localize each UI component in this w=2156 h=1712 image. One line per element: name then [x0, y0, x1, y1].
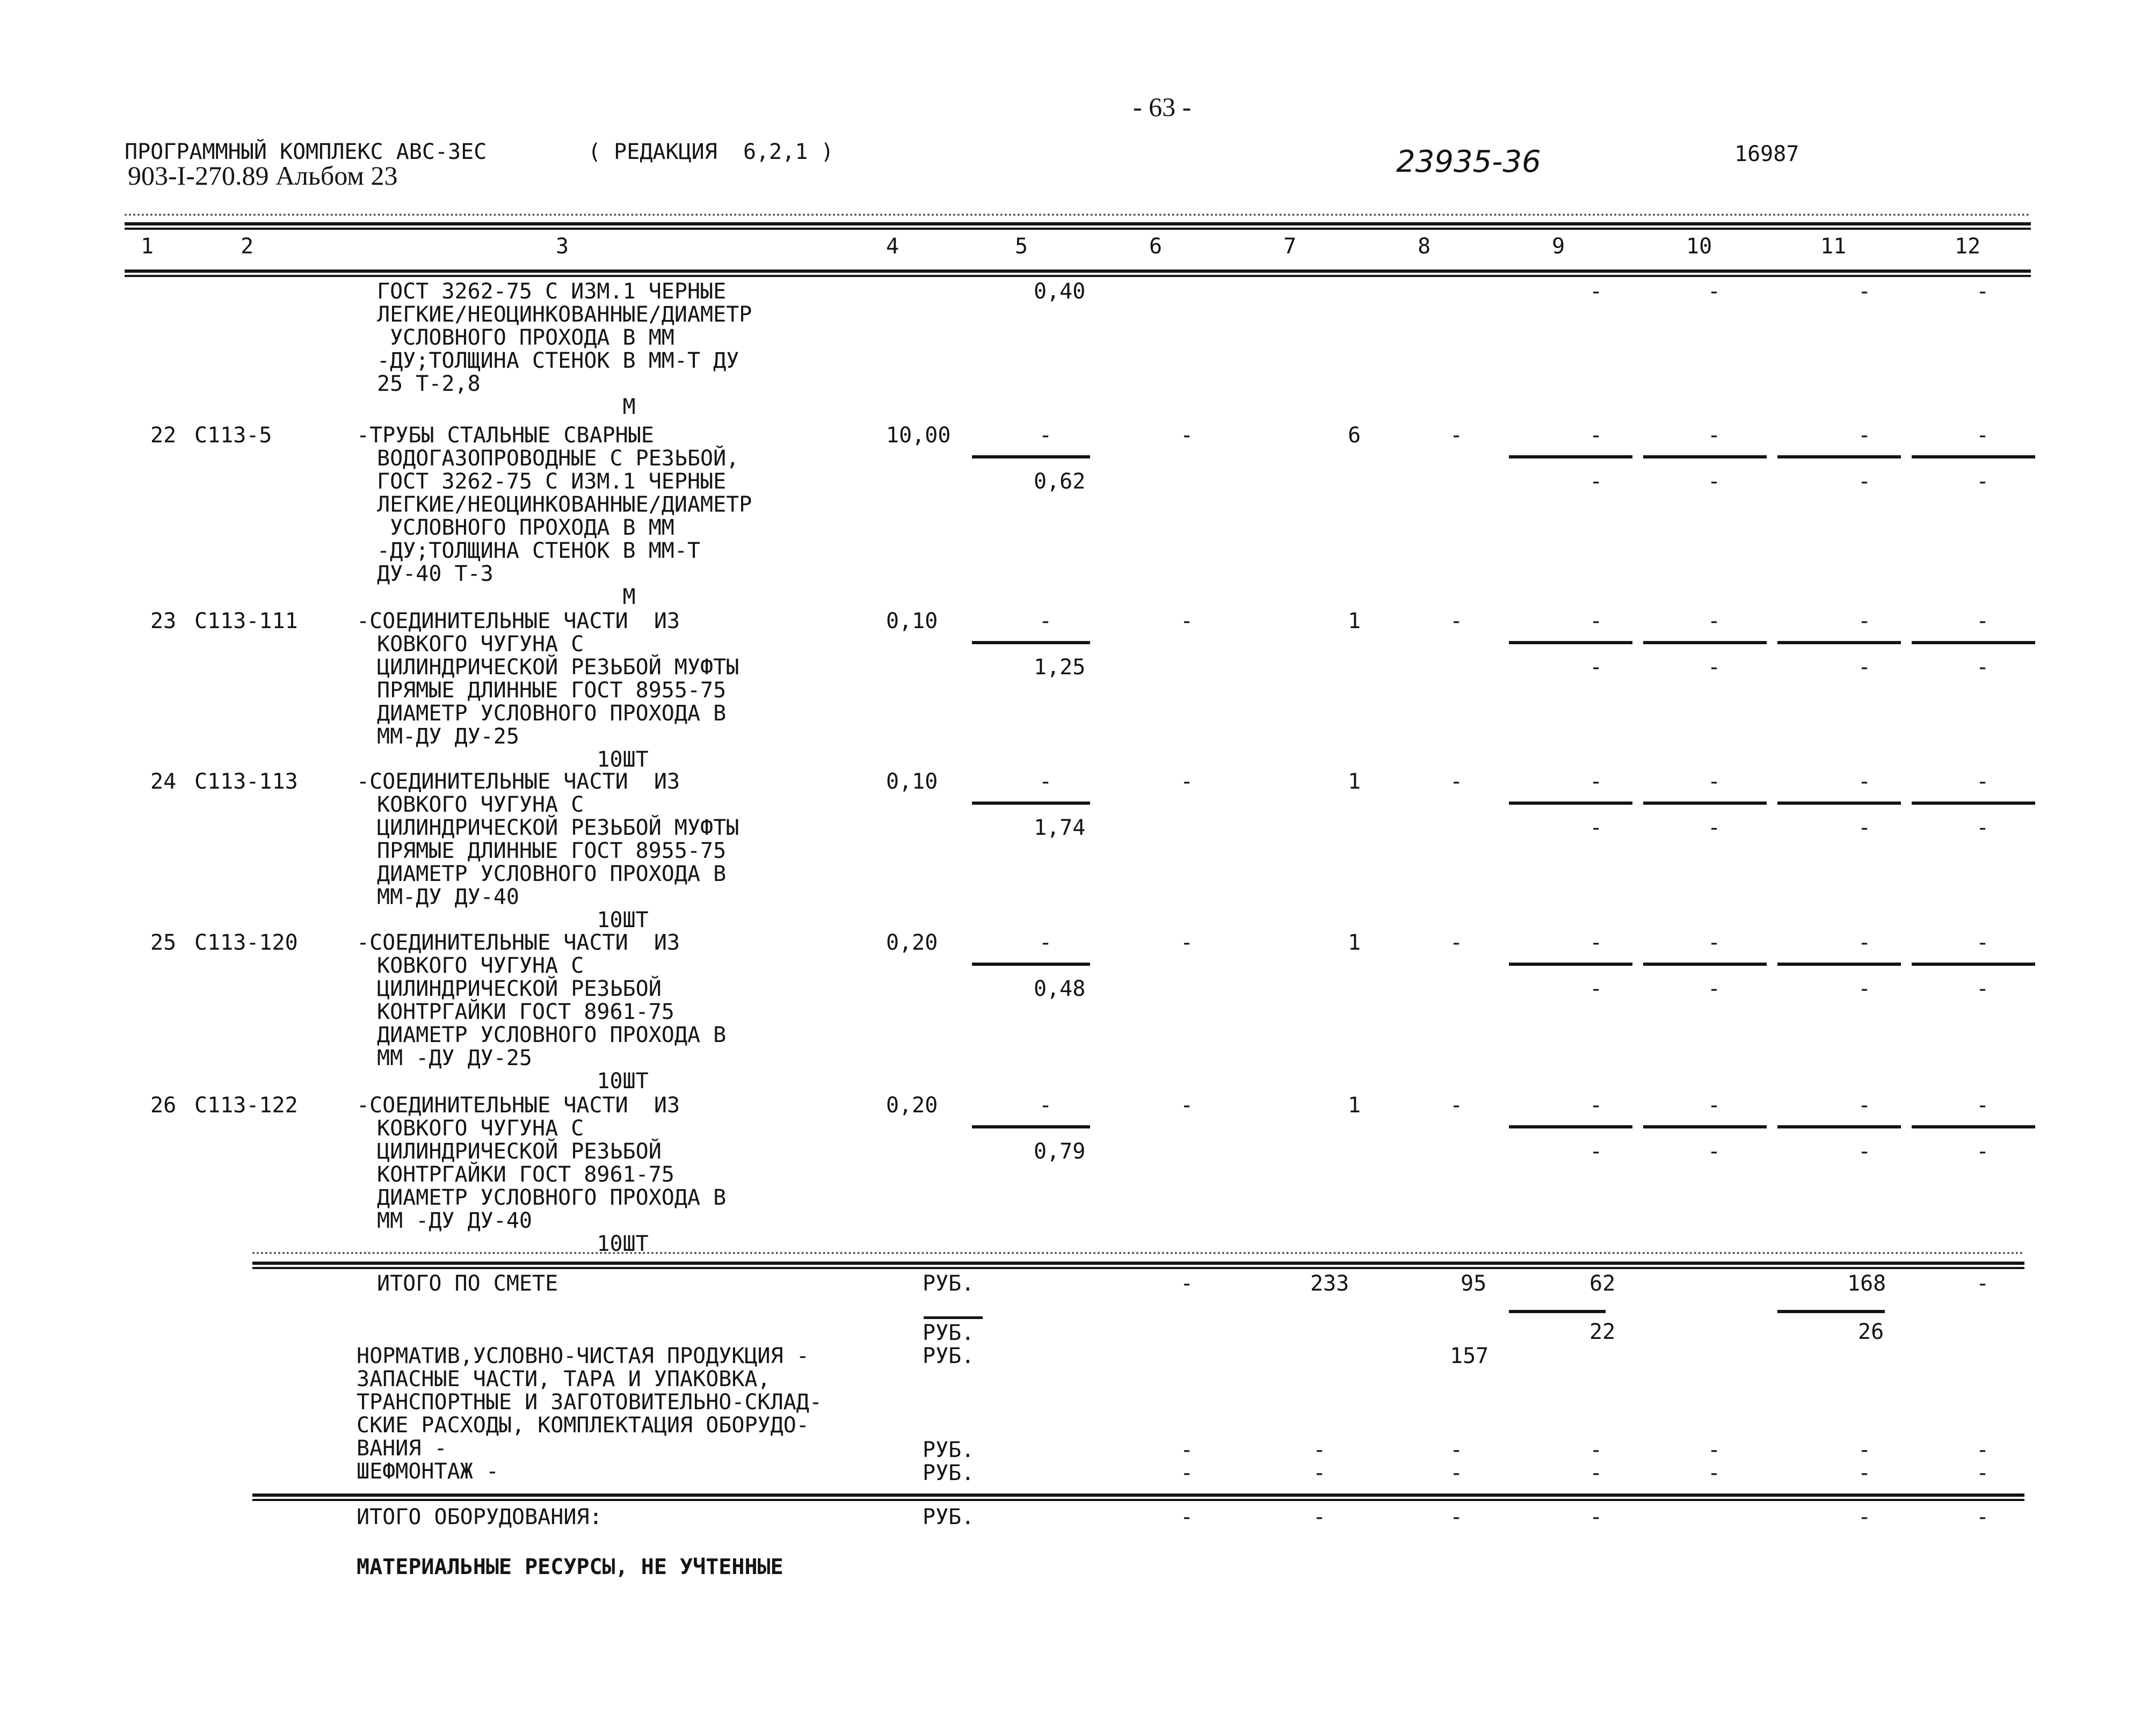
row-c11-bottom: - — [1858, 977, 1871, 1001]
document-number: 16987 — [1734, 142, 1799, 166]
row-description — [357, 424, 752, 609]
row-c11-bottom: - — [1858, 469, 1871, 494]
itogo-c11-bottom: 26 — [1858, 1320, 1884, 1344]
row-c7: 1 — [1348, 1093, 1361, 1118]
row-c10-bottom: - — [1708, 977, 1721, 1001]
row-number: 26 — [150, 1093, 177, 1118]
row-c8: - — [1450, 769, 1463, 794]
row-description-line: КОВКОГО ЧУГУНА С — [377, 632, 584, 657]
row-c11-top: - — [1858, 609, 1871, 633]
row-description-line: -СОЕДИНИТЕЛЬНЫЕ ЧАСТИ ИЗ — [357, 609, 680, 633]
row-c6: - — [1180, 769, 1194, 794]
header-bottom-rule — [125, 269, 2031, 277]
row-c11-bottom: - — [1858, 1139, 1871, 1164]
fraction-bar — [1777, 641, 1901, 644]
row-c7: 1 — [1348, 930, 1361, 955]
row-c9-top: - — [1589, 609, 1603, 633]
fraction-bar — [1777, 1125, 1901, 1128]
row-c11-bottom: - — [1858, 655, 1871, 680]
row-number: 25 — [150, 930, 177, 955]
totals-top-rule — [252, 1262, 2024, 1269]
cont-desc-line: ЛЕГКИЕ/НЕОЦИНКОВАННЫЕ/ДИАМЕТР — [377, 302, 752, 327]
row-c8: - — [1450, 1093, 1463, 1118]
dash-cell: - — [1976, 1438, 1990, 1462]
dash-cell: - — [1976, 1461, 1990, 1485]
equipment-top-rule — [252, 1494, 2024, 1501]
fraction-bar — [1912, 455, 2035, 458]
column-header-12: 12 — [1955, 234, 1981, 259]
page-number: - 63 - — [1133, 92, 1192, 122]
row-description-line: -ТРУБЫ СТАЛЬНЫЕ СВАРНЫЕ — [357, 423, 654, 448]
norm-value: 157 — [1450, 1344, 1489, 1368]
fraction-bar — [1509, 802, 1632, 805]
row-description-line: ММ-ДУ ДУ-25 — [377, 724, 519, 749]
column-header-11: 11 — [1820, 234, 1847, 259]
row-c9-bottom: - — [1589, 977, 1603, 1001]
row-description-line: ДИАМЕТР УСЛОВНОГО ПРОХОДА В — [377, 701, 727, 726]
row-c12-bottom: - — [1976, 655, 1990, 680]
row-description-line: -СОЕДИНИТЕЛЬНЫЕ ЧАСТИ ИЗ — [357, 769, 680, 794]
row-description-line: -СОЕДИНИТЕЛЬНЫЕ ЧАСТИ ИЗ — [357, 930, 680, 955]
row-description-line: ММ-ДУ ДУ-40 — [377, 885, 519, 909]
dash-cell: - — [1450, 1505, 1463, 1529]
row-description-line: ЦИЛИНДРИЧЕСКОЙ РЕЗЬБОЙ — [377, 1139, 662, 1164]
row-description — [357, 1094, 726, 1256]
fraction-bar — [1643, 1125, 1767, 1128]
row-c5-top: - — [1039, 609, 1052, 633]
row-description-line: ДИАМЕТР УСЛОВНОГО ПРОХОДА В — [377, 1185, 727, 1210]
column-header-6: 6 — [1149, 234, 1163, 259]
dash-cell: - — [1180, 1438, 1194, 1462]
row-description-line: 10ШТ — [377, 747, 649, 772]
norm-text — [357, 1345, 822, 1483]
itogo-c9-top: 62 — [1589, 1271, 1616, 1296]
row-c11-top: - — [1858, 930, 1871, 955]
row-quantity: 10,00 — [886, 423, 951, 448]
fraction-bar — [1509, 1125, 1632, 1128]
row-c12-bottom: - — [1976, 1139, 1990, 1164]
row-number: 24 — [150, 769, 177, 794]
row-description-line: ДУ-40 Т-3 — [377, 562, 493, 586]
fraction-bar — [972, 641, 1090, 644]
document-code: 23935-36 — [1396, 144, 1541, 179]
row-description — [357, 931, 726, 1093]
dash-cell: - — [1589, 1438, 1603, 1462]
column-header-8: 8 — [1418, 234, 1431, 259]
row-description — [357, 770, 739, 932]
row-description-line: -СОЕДИНИТЕЛЬНЫЕ ЧАСТИ ИЗ — [357, 1093, 680, 1118]
row-c10-top: - — [1708, 930, 1721, 955]
cont-c10: - — [1708, 279, 1721, 304]
row-code: С113-120 — [194, 930, 298, 955]
fraction-bar — [972, 802, 1090, 805]
column-header-10: 10 — [1686, 234, 1712, 259]
cont-desc — [377, 280, 752, 419]
norm-rub: РУБ. — [923, 1344, 975, 1368]
dash-cell: - — [1708, 1461, 1721, 1485]
itogo-c9-bottom: 22 — [1589, 1320, 1616, 1344]
column-header-2: 2 — [241, 234, 254, 259]
row-c9-bottom: - — [1589, 655, 1603, 680]
dash-cell: - — [1313, 1438, 1326, 1462]
row-quantity: 0,20 — [886, 930, 938, 955]
dash-cell: - — [1450, 1461, 1463, 1485]
dash-cell: - — [1313, 1461, 1326, 1485]
cont-desc-line: УСЛОВНОГО ПРОХОДА В ММ — [377, 325, 674, 350]
dash-cell: - — [1180, 1461, 1194, 1485]
fraction-bar — [972, 1125, 1090, 1128]
row-c12-top: - — [1976, 1093, 1990, 1118]
norm-line: ВАНИЯ - — [357, 1436, 447, 1461]
row-quantity: 0,20 — [886, 1093, 938, 1118]
row-c5-top: - — [1039, 1093, 1052, 1118]
row-description-line: ГОСТ 3262-75 С ИЗМ.1 ЧЕРНЫЕ — [377, 469, 727, 494]
column-header-5: 5 — [1015, 234, 1028, 259]
row-c7: 1 — [1348, 769, 1361, 794]
row-description-line: -ДУ;ТОЛЩИНА СТЕНОК В ММ-Т — [377, 538, 701, 563]
cont-c9: - — [1589, 279, 1603, 304]
row-code: С113-5 — [194, 423, 272, 448]
itogo-rub-2: РУБ. — [923, 1321, 975, 1345]
row-description-line: ЦИЛИНДРИЧЕСКОЙ РЕЗЬБОЙ — [377, 977, 662, 1001]
row-quantity: 0,10 — [886, 769, 938, 794]
dash-cell: - — [1976, 1505, 1990, 1529]
row-c6: - — [1180, 1093, 1194, 1118]
row-code: С113-122 — [194, 1093, 298, 1118]
cont-desc-line: 25 Т-2,8 — [377, 371, 481, 396]
itogo-c7: 233 — [1310, 1271, 1349, 1296]
cont-c5: 0,40 — [1034, 279, 1086, 304]
row-c12-top: - — [1976, 423, 1990, 448]
row-c6: - — [1180, 609, 1194, 633]
row-c10-bottom: - — [1708, 1139, 1721, 1164]
row-c8: - — [1450, 609, 1463, 633]
row-description-line: КОНТРГАЙКИ ГОСТ 8961-75 — [377, 1000, 674, 1024]
norm-line: ШЕФМОНТАЖ - — [357, 1459, 499, 1484]
row-description-line: ММ -ДУ ДУ-40 — [377, 1208, 532, 1233]
row-description — [357, 610, 739, 771]
cont-desc-line: -ДУ;ТОЛЩИНА СТЕНОК В ММ-Т ДУ — [377, 348, 739, 373]
row-c10-bottom: - — [1708, 815, 1721, 840]
fraction-bar — [1912, 641, 2035, 644]
row-c10-top: - — [1708, 609, 1721, 633]
row-c10-top: - — [1708, 769, 1721, 794]
dash-cell: - — [1858, 1505, 1871, 1529]
row-description-line: ДИАМЕТР УСЛОВНОГО ПРОХОДА В — [377, 862, 727, 886]
fraction-bar — [972, 455, 1090, 458]
fraction-bar — [1777, 802, 1901, 805]
row-c9-bottom: - — [1589, 469, 1603, 494]
itogo-c11-top: 168 — [1847, 1271, 1886, 1296]
row-c9-top: - — [1589, 1093, 1603, 1118]
row-c5-bottom: 0,62 — [1034, 469, 1086, 494]
row-c5-bottom: 1,25 — [1034, 655, 1086, 680]
dash-cell: - — [1858, 1461, 1871, 1485]
cont-desc-line: ГОСТ 3262-75 С ИЗМ.1 ЧЕРНЫЕ — [377, 279, 727, 304]
column-header-9: 9 — [1552, 234, 1565, 259]
row-c7: 6 — [1348, 423, 1361, 448]
row-c5-top: - — [1039, 769, 1052, 794]
row-c12-bottom: - — [1976, 977, 1990, 1001]
row-c9-top: - — [1589, 930, 1603, 955]
row-code: С113-111 — [194, 609, 298, 633]
fraction-bar — [1912, 1125, 2035, 1128]
row-description-line: ММ -ДУ ДУ-25 — [377, 1046, 532, 1070]
row-c6: - — [1180, 930, 1194, 955]
norm-line: ЗАПАСНЫЕ ЧАСТИ, ТАРА И УПАКОВКА, — [357, 1367, 771, 1392]
norm-line: ТРАНСПОРТНЫЕ И ЗАГОТОВИТЕЛЬНО-СКЛАД- — [357, 1390, 822, 1415]
row-c9-bottom: - — [1589, 1139, 1603, 1164]
row-description-line: КОВКОГО ЧУГУНА С — [377, 953, 584, 978]
row-description-line: ЦИЛИНДРИЧЕСКОЙ РЕЗЬБОЙ МУФТЫ — [377, 655, 739, 680]
vaniya-rub: РУБ. — [923, 1438, 975, 1462]
row-c11-top: - — [1858, 1093, 1871, 1118]
row-description-line: М — [377, 585, 636, 609]
dash-cell: - — [1708, 1438, 1721, 1462]
norm-line: НОРМАТИВ,УСЛОВНО-ЧИСТАЯ ПРОДУКЦИЯ - — [357, 1344, 809, 1368]
row-description-line: ВОДОГАЗОПРОВОДНЫЕ С РЕЗЬБОЙ, — [377, 446, 739, 471]
row-c8: - — [1450, 930, 1463, 955]
row-description-line: ПРЯМЫЕ ДЛИННЫЕ ГОСТ 8955-75 — [377, 678, 727, 703]
fraction-bar — [1643, 455, 1767, 458]
fraction-bar — [1912, 802, 2035, 805]
row-c7: 1 — [1348, 609, 1361, 633]
itogo-c6: - — [1180, 1271, 1194, 1296]
fraction-bar — [1777, 963, 1901, 966]
row-description-line: ПРЯМЫЕ ДЛИННЫЕ ГОСТ 8955-75 — [377, 839, 727, 863]
row-c5-bottom: 0,48 — [1034, 977, 1086, 1001]
row-c10-bottom: - — [1708, 655, 1721, 680]
row-description-line: ЦИЛИНДРИЧЕСКОЙ РЕЗЬБОЙ МУФТЫ — [377, 815, 739, 840]
row-c6: - — [1180, 423, 1194, 448]
row-description-line: ДИАМЕТР УСЛОВНОГО ПРОХОДА В — [377, 1023, 727, 1047]
row-c5-bottom: 0,79 — [1034, 1139, 1086, 1164]
fraction-bar — [1509, 641, 1632, 644]
row-c9-top: - — [1589, 769, 1603, 794]
row-description-line: 10ШТ — [377, 1232, 649, 1256]
fraction-bar — [1643, 802, 1767, 805]
row-c12-top: - — [1976, 930, 1990, 955]
edition-label: ( РЕДАКЦИЯ 6,2,1 ) — [588, 140, 834, 164]
row-c11-top: - — [1858, 423, 1871, 448]
dash-cell: - — [1180, 1505, 1194, 1529]
row-number: 22 — [150, 423, 177, 448]
row-c5-top: - — [1039, 930, 1052, 955]
row-code: С113-113 — [194, 769, 298, 794]
cont-desc-line: М — [377, 395, 636, 419]
fraction-bar — [1777, 455, 1901, 458]
itogo-label: ИТОГО ПО СМЕТЕ — [377, 1271, 558, 1296]
norm-line: СКИЕ РАСХОДЫ, КОМПЛЕКТАЦИЯ ОБОРУДО- — [357, 1413, 809, 1438]
dash-cell: - — [1858, 1438, 1871, 1462]
dash-cell: - — [1450, 1438, 1463, 1462]
dash-cell: - — [1589, 1505, 1603, 1529]
equipment-label: ИТОГО ОБОРУДОВАНИЯ: — [357, 1505, 602, 1529]
fraction-bar — [1509, 963, 1632, 966]
column-header-1: 1 — [141, 234, 154, 259]
itogo-c8: 95 — [1461, 1271, 1487, 1296]
materials-label: МАТЕРИАЛЬНЫЕ РЕСУРСЫ, НЕ УЧТЕННЫЕ — [357, 1555, 783, 1579]
header-top-rule — [125, 222, 2031, 230]
dash-cell: - — [1589, 1461, 1603, 1485]
row-c10-bottom: - — [1708, 469, 1721, 494]
itogo-rub: РУБ. — [923, 1271, 975, 1296]
column-header-7: 7 — [1283, 234, 1297, 259]
row-description-line: КОВКОГО ЧУГУНА С — [377, 1116, 584, 1141]
row-c9-bottom: - — [1589, 815, 1603, 840]
row-number: 23 — [150, 609, 177, 633]
fraction-bar — [972, 963, 1090, 966]
itogo-c12: - — [1976, 1271, 1990, 1296]
cont-c11: - — [1858, 279, 1871, 304]
row-c11-bottom: - — [1858, 815, 1871, 840]
column-header-3: 3 — [556, 234, 569, 259]
column-header-4: 4 — [886, 234, 899, 259]
row-c8: - — [1450, 423, 1463, 448]
row-c5-top: - — [1039, 423, 1052, 448]
row-c12-bottom: - — [1976, 815, 1990, 840]
row-quantity: 0,10 — [886, 609, 938, 633]
row-c12-top: - — [1976, 769, 1990, 794]
row-description-line: УСЛОВНОГО ПРОХОДА В ММ — [377, 515, 674, 540]
fraction-bar — [1509, 455, 1632, 458]
album-label: 903-I-270.89 Альбом 23 — [128, 161, 398, 191]
row-c9-top: - — [1589, 423, 1603, 448]
row-description-line: КОВКОГО ЧУГУНА С — [377, 792, 584, 817]
row-c10-top: - — [1708, 423, 1721, 448]
row-description-line: ЛЕГКИЕ/НЕОЦИНКОВАННЫЕ/ДИАМЕТР — [377, 492, 752, 517]
fraction-bar — [1643, 963, 1767, 966]
fraction-bar — [1643, 641, 1767, 644]
row-description-line: 10ШТ — [377, 908, 649, 933]
program-title: ПРОГРАММНЫЙ КОМПЛЕКС АВС-ЗЕС — [125, 140, 487, 164]
row-description-line: КОНТРГАЙКИ ГОСТ 8961-75 — [377, 1162, 674, 1187]
row-c11-top: - — [1858, 769, 1871, 794]
row-c12-top: - — [1976, 609, 1990, 633]
equipment-rub: РУБ. — [923, 1505, 975, 1529]
fraction-bar — [1912, 963, 2035, 966]
row-description-line: 10ШТ — [377, 1069, 649, 1094]
dash-cell: - — [1313, 1505, 1326, 1529]
shef-rub: РУБ. — [923, 1461, 975, 1485]
row-c5-bottom: 1,74 — [1034, 815, 1086, 840]
row-c10-top: - — [1708, 1093, 1721, 1118]
cont-c12: - — [1976, 279, 1990, 304]
row-c12-bottom: - — [1976, 469, 1990, 494]
